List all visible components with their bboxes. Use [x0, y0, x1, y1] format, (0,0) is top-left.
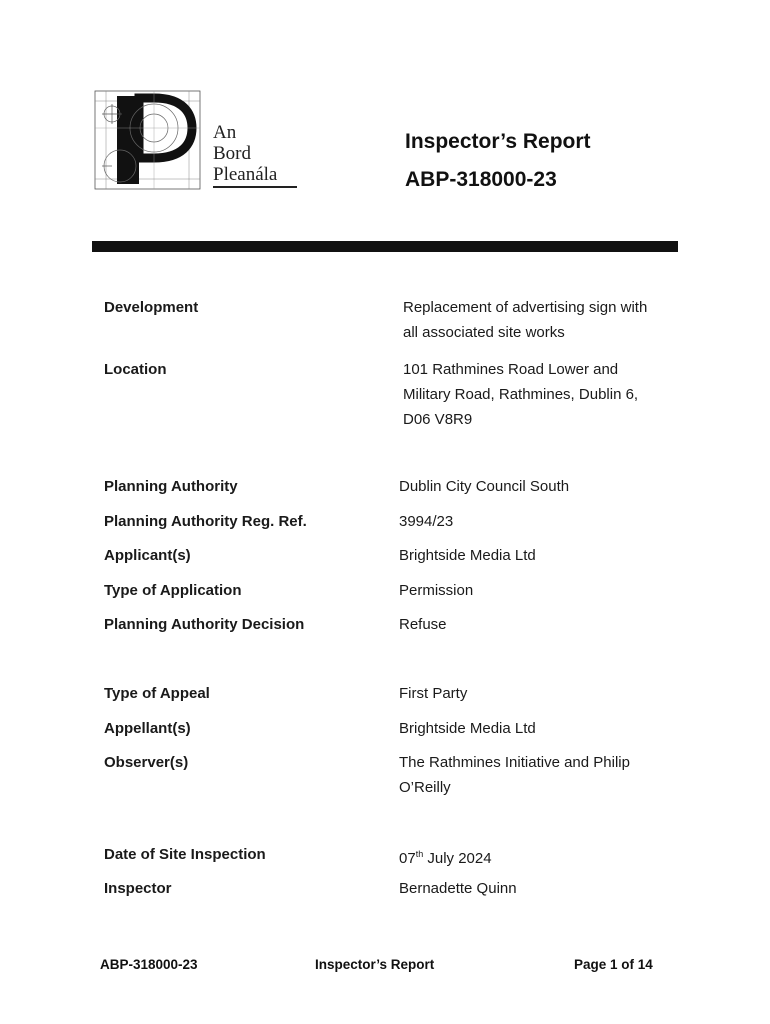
date-ordinal-suffix: th — [415, 849, 424, 859]
label-appellant: Appellant(s) — [104, 720, 191, 737]
value-observers-line: O’Reilly — [399, 779, 451, 796]
footer-page-number: Page 1 of 14 — [574, 957, 653, 972]
logo-wordmark — [213, 122, 277, 185]
date-day: 07 — [399, 850, 416, 867]
value-development-line: all associated site works — [403, 324, 565, 341]
value-application-type: Permission — [399, 582, 474, 599]
label-location: Location — [104, 361, 167, 378]
value-location — [403, 357, 673, 432]
value-inspection-date — [399, 842, 669, 871]
logo-line-pleanala: Pleanála — [213, 164, 278, 185]
logo-underline — [213, 186, 297, 188]
value-observers-line: The Rathmines Initiative and Philip — [399, 754, 630, 771]
label-appeal-type: Type of Appeal — [104, 685, 210, 702]
value-inspector: Bernadette Quinn — [399, 880, 517, 897]
label-inspector: Inspector — [104, 880, 172, 897]
value-observers — [399, 750, 669, 800]
value-appeal-type: First Party — [399, 685, 468, 702]
value-location-line: Military Road, Rathmines, Dublin 6, — [403, 386, 639, 403]
value-development — [403, 295, 673, 345]
label-applicant: Applicant(s) — [104, 547, 191, 564]
value-appellant: Brightside Media Ltd — [399, 720, 536, 737]
header-divider — [92, 241, 678, 252]
value-applicant: Brightside Media Ltd — [399, 547, 536, 564]
value-development-line: Replacement of advertising sign with — [403, 299, 648, 316]
footer-reference: ABP-318000-23 — [100, 957, 198, 972]
label-development: Development — [104, 299, 199, 316]
footer-title: Inspector’s Report — [315, 957, 435, 972]
value-reg-ref: 3994/23 — [399, 513, 454, 530]
report-title: Inspector’s Report — [405, 130, 591, 153]
label-observers: Observer(s) — [104, 754, 189, 771]
value-location-line: D06 V8R9 — [403, 411, 473, 428]
logo-line-bord: Bord — [213, 143, 251, 164]
label-planning-authority: Planning Authority — [104, 478, 238, 495]
label-inspection-date: Date of Site Inspection — [104, 846, 266, 863]
value-planning-authority: Dublin City Council South — [399, 478, 570, 495]
label-application-type: Type of Application — [104, 582, 242, 599]
logo-line-an: An — [213, 122, 237, 143]
label-reg-ref: Planning Authority Reg. Ref. — [104, 513, 307, 530]
report-reference: ABP-318000-23 — [405, 168, 557, 191]
logo-mark-icon — [92, 86, 217, 194]
label-decision: Planning Authority Decision — [104, 616, 305, 633]
value-decision: Refuse — [399, 616, 447, 633]
date-month-year: July 2024 — [423, 850, 492, 867]
value-location-line: 101 Rathmines Road Lower and — [403, 361, 619, 378]
